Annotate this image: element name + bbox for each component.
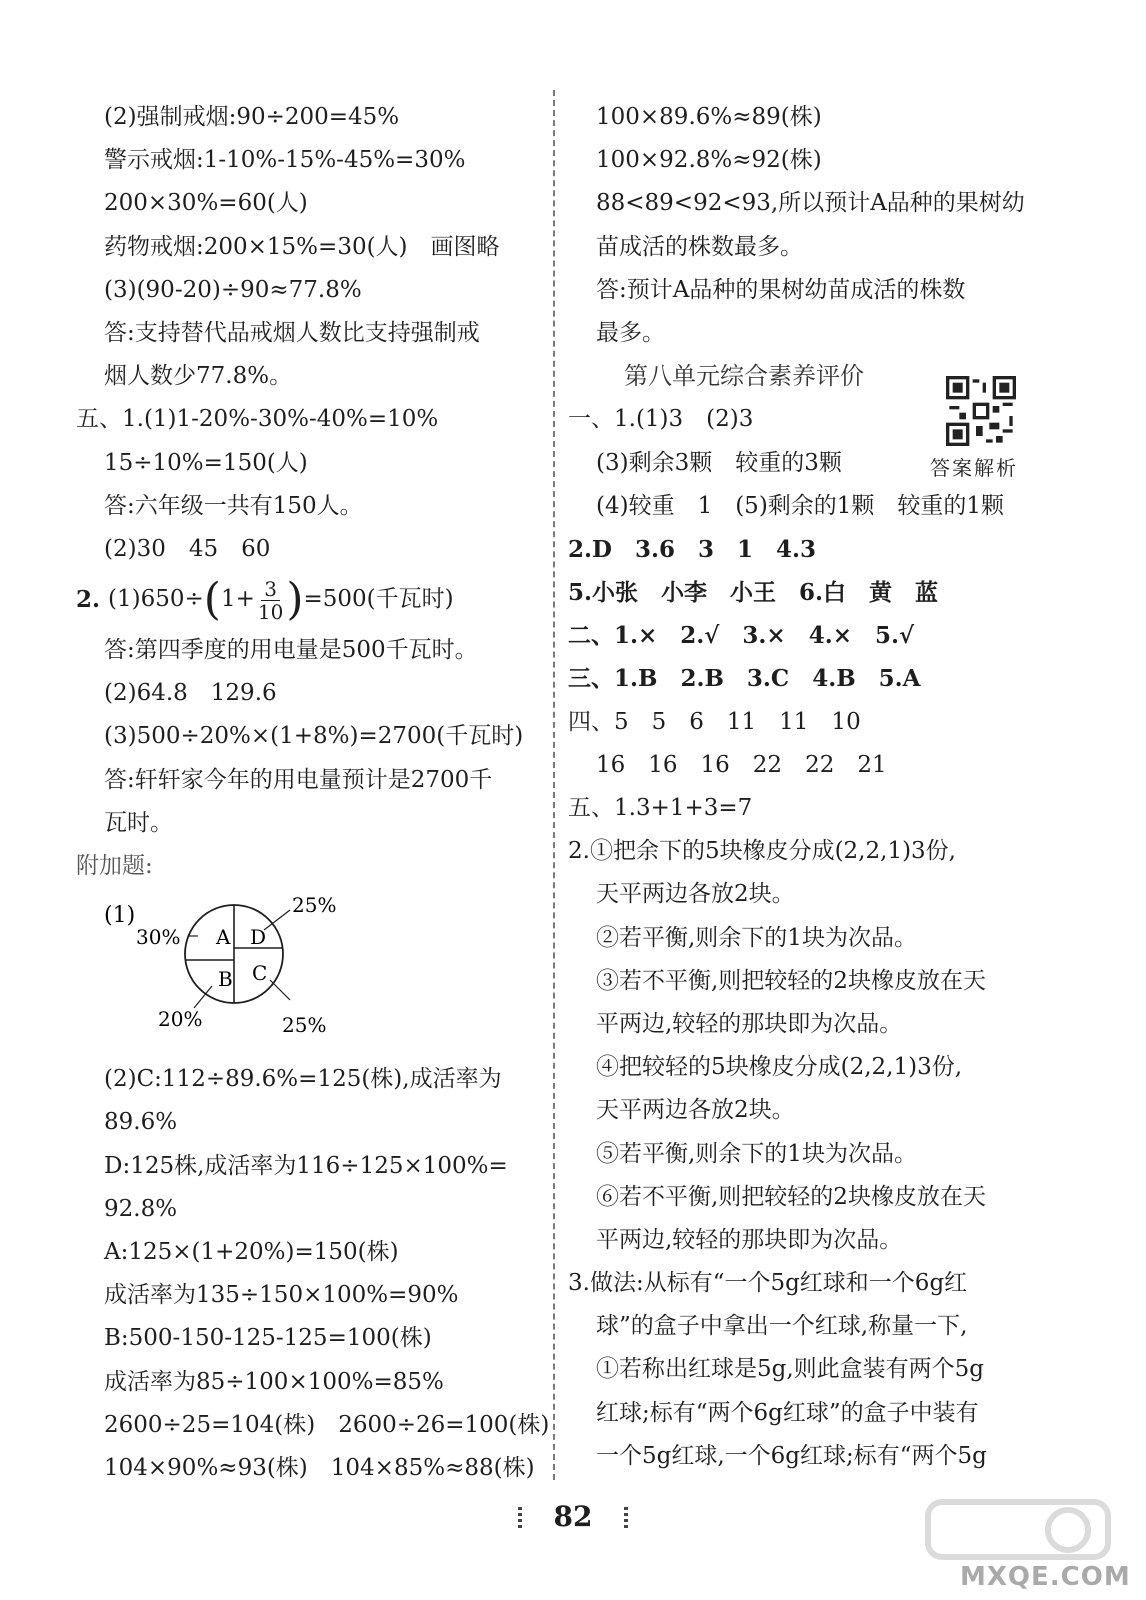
answer-line: 16 16 16 22 22 21 <box>596 751 887 778</box>
answer-line: (2)C:112÷89.6%=125(株),成活率为 <box>104 1066 502 1093</box>
answer-line: 成活率为85÷100×100%=85% <box>104 1368 444 1395</box>
section-title: 第八单元综合素养评价 <box>624 362 864 391</box>
answer-line: 15÷10%=150(人) <box>104 449 308 476</box>
answer-line: 药物戒烟:200×15%=30(人) 画图略 <box>104 233 500 260</box>
answer-line: D:125株,成活率为116÷125×100%= <box>104 1152 508 1179</box>
answer-line: 球”的盒子中拿出一个红球,称量一下, <box>596 1313 968 1340</box>
slice-label-d: D <box>250 925 267 950</box>
answer-line: (2)强制戒烟:90÷200=45% <box>104 104 400 130</box>
answer-line: 104×90%≈93(株) 104×85%≈88(株) <box>104 1454 535 1481</box>
slice-percent-a: 30% <box>136 925 181 950</box>
answer-line: (2)64.8 129.6 <box>104 680 277 707</box>
answer-line: 88<89<92<93,所以预计A品种的果树幼 <box>596 190 1025 217</box>
left-paren: ( <box>203 574 221 626</box>
answer-line: 5.小张 小李 小王 6.白 黄 蓝 <box>568 579 939 607</box>
slice-percent-c: 25% <box>282 1013 327 1038</box>
slice-percent-b: 20% <box>158 1007 203 1032</box>
qr-label: 答案解析 <box>930 456 1018 480</box>
answer-line: ②若平衡,则余下的1块为次品。 <box>596 924 917 951</box>
question-number: 2. <box>76 586 101 614</box>
left-column <box>76 96 550 1490</box>
page-marker <box>518 1507 522 1531</box>
answer-line: ③若不平衡,则把较轻的2块橡皮放在天 <box>596 967 986 994</box>
answer-line: 平两边,较轻的那块即为次品。 <box>596 1010 903 1037</box>
fraction-numerator: 3 <box>261 578 280 601</box>
answer-line: 天平两边各放2块。 <box>596 1097 795 1124</box>
answer-line: (2)30 45 60 <box>104 535 271 562</box>
answer-line: 红球;标有“两个6g红球”的盒子中装有 <box>596 1399 979 1426</box>
answer-line: 89.6% <box>104 1109 178 1136</box>
answer-line: A:125×(1+20%)=150(株) <box>104 1238 399 1265</box>
watermark-text: MXQE.COM <box>960 1562 1131 1592</box>
right-paren: ) <box>286 574 304 626</box>
answer-line: 200×30%=60(人) <box>104 190 308 217</box>
right-column <box>568 96 1043 1478</box>
section-three-line: 三、1.B 2.B 3.C 4.B 5.A <box>568 665 921 693</box>
slice-label-a: A <box>216 925 231 950</box>
answer-line: 2.D 3.6 3 1 4.3 <box>568 535 816 563</box>
answer-line: 2600÷25=104(株) 2600÷26=100(株) <box>104 1411 550 1438</box>
answer-line: ①若称出红球是5g,则此盒装有两个5g <box>596 1356 985 1383</box>
answer-line: 答:预计A品种的果树幼苗成活的株数 <box>596 276 966 303</box>
answer-line: 100×92.8%≈92(株) <box>596 147 822 174</box>
fraction-denominator: 10 <box>257 599 284 624</box>
slice-percent-d: 25% <box>292 893 337 918</box>
answer-line: (3)(90-20)÷90≈77.8% <box>104 276 362 303</box>
answer-line: 苗成活的株数最多。 <box>596 233 803 260</box>
answer-line: (3)500÷20%×(1+8%)=2700(千瓦时) <box>104 723 524 750</box>
answer-line: (4)较重 1 (5)剩余的1颗 较重的1颗 <box>596 492 1005 519</box>
expression-start: (1)650÷ <box>108 586 204 613</box>
answer-line: 烟人数少77.8%。 <box>104 363 293 390</box>
answer-line: 答:第四季度的用电量是500千瓦时。 <box>104 637 478 664</box>
page-marker <box>624 1507 628 1531</box>
qr-code-icon[interactable] <box>946 376 1016 446</box>
pie-part-label: (1) <box>104 903 136 929</box>
slice-label-c: C <box>252 961 268 986</box>
answer-line: ④把较轻的5块橡皮分成(2,2,1)3份, <box>596 1054 963 1081</box>
section-four-line: 四、5 5 6 11 11 10 <box>568 708 861 735</box>
pie-leader <box>264 910 290 930</box>
answer-line: 瓦时。 <box>104 809 173 836</box>
one-plus: 1+ <box>220 586 255 613</box>
pie-svg <box>76 888 376 1058</box>
answer-line: 平两边,较轻的那块即为次品。 <box>596 1226 903 1253</box>
fraction <box>258 578 283 623</box>
question-five-line: 五、1.(1)1-20%-30%-40%=10% <box>76 406 439 433</box>
slice-label-b: B <box>218 967 233 992</box>
pie-diagram <box>76 888 546 1058</box>
answer-line: 100×89.6%≈89(株) <box>596 104 822 130</box>
page-number: 82 <box>553 1500 593 1533</box>
column-divider <box>553 90 556 1480</box>
section-two-line: 二、1.× 2.√ 3.× 4.× 5.√ <box>568 622 915 650</box>
answer-line: 成活率为135÷150×100%=90% <box>104 1282 459 1309</box>
answer-line: 答:支持替代品戒烟人数比支持强制戒 <box>104 319 480 346</box>
section-five-line: 五、1.3+1+3=7 <box>568 795 753 821</box>
pie-leader <box>270 980 290 1000</box>
answer-line: ⑤若平衡,则余下的1块为次品。 <box>596 1140 917 1167</box>
section-one-line: 一、1.(1)3 (2)3 <box>568 406 754 433</box>
bonus-heading: 附加题: <box>76 853 153 879</box>
expression-end: =500(千瓦时) <box>303 586 454 613</box>
answer-line: 一个5g红球,一个6g红球;标有“两个5g <box>596 1442 987 1469</box>
question-two-fraction-line <box>76 571 546 629</box>
answer-line: 3.做法:从标有“一个5g红球和一个6g红 <box>568 1270 968 1297</box>
answer-line: 最多。 <box>596 319 665 346</box>
answer-line: 2.①把余下的5块橡皮分成(2,2,1)3份, <box>568 838 956 865</box>
answer-line: 答:六年级一共有150人。 <box>104 492 363 519</box>
answer-line: ⑥若不平衡,则把较轻的2块橡皮放在天 <box>596 1183 986 1210</box>
answer-line: 答:轩轩家今年的用电量预计是2700千 <box>104 766 493 793</box>
answer-line: B:500-150-125-125=100(株) <box>104 1325 432 1352</box>
answer-line: 92.8% <box>104 1195 178 1222</box>
answer-line: 天平两边各放2块。 <box>596 881 795 908</box>
answer-line: 警示戒烟:1-10%-15%-45%=30% <box>104 147 466 174</box>
answer-line: (3)剩余3颗 较重的3颗 <box>596 449 842 476</box>
